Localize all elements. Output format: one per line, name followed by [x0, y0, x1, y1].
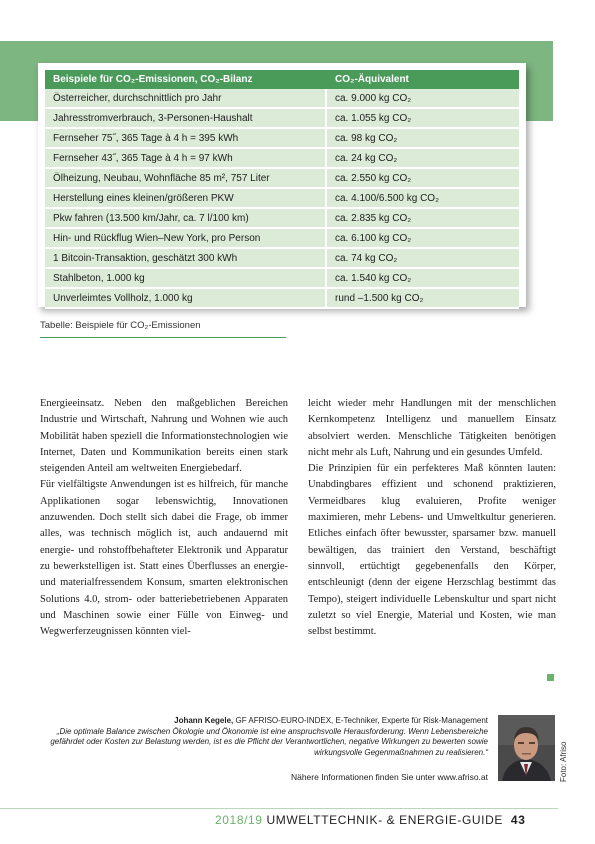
table-cell-item: Österreicher, durchschnittlich pro Jahr — [45, 89, 327, 109]
footer-title: UMWELTTECHNIK- & ENERGIE-GUIDE — [266, 813, 503, 827]
table-row — [45, 189, 519, 209]
footer-divider — [0, 808, 558, 809]
table-cell-value: ca. 1.055 kg CO₂ — [327, 109, 519, 129]
table-header-item: Beispiele für CO₂-Emissionen, CO₂-Bilanz — [45, 70, 327, 89]
author-line — [40, 716, 488, 727]
table-row — [45, 89, 519, 109]
table-cell-item: Jahresstromverbrauch, 3-Personen-Haushalt — [45, 109, 327, 129]
table-row — [45, 149, 519, 169]
table-cell-item: Fernseher 43˝, 365 Tage à 4 h = 97 kWh — [45, 149, 327, 169]
table-row — [45, 209, 519, 229]
author-photo — [498, 715, 555, 781]
co2-table — [45, 70, 519, 309]
table-row — [45, 109, 519, 129]
table-cell-item: Ölheizung, Neubau, Wohnfläche 85 m², 757 Liter — [45, 169, 327, 189]
table-row — [45, 249, 519, 269]
table-cell-item: Fernseher 75˝, 365 Tage à 4 h = 395 kWh — [45, 129, 327, 149]
table-row — [45, 269, 519, 289]
article-paragraph: Für vielfältigste Anwendungen ist es hilfreich, für manche Applikationen sogar lebenswichtig, Innovationen anzuwenden. Doch stellt sich dabei die Frage, ob immer alles, was technisch möglich ist, auch andauernd mit energie- und rohstoffbehafteter Elektronik und Apparatur zu bewerkstelligen ist. Statt eines Überflusses an energie- und materialfressendem Konsum, smarten elektronischen Solutions 4.0, strom- oder batteriebetriebenen Apparaten und Maschinen sowie einer Fülle von Einweg- und Wegwerferzeugnissen könnten viel- — [40, 479, 288, 638]
table-header-value: CO₂-Äquivalent — [327, 70, 519, 89]
table-cell-item: Unverleimtes Vollholz, 1.000 kg — [45, 289, 327, 309]
table-header-row — [45, 70, 519, 89]
more-info-link[interactable]: Nähere Informationen finden Sie unter www.afriso.at — [290, 772, 488, 782]
table-caption: Tabelle: Beispiele für CO₂-Emissionen — [40, 320, 286, 338]
table-cell-item: Pkw fahren (13.500 km/Jahr, ca. 7 l/100 km) — [45, 209, 327, 229]
table-cell-item: Herstellung eines kleinen/größeren PKW — [45, 189, 327, 209]
table-cell-item: Stahlbeton, 1.000 kg — [45, 269, 327, 289]
table-cell-value: rund –1.500 kg CO₂ — [327, 289, 519, 309]
table-cell-value: ca. 1.540 kg CO₂ — [327, 269, 519, 289]
page-number: 43 — [510, 813, 526, 827]
table-cell-value: ca. 9.000 kg CO₂ — [327, 89, 519, 109]
table-cell-value: ca. 2.835 kg CO₂ — [327, 209, 519, 229]
table-cell-item: Hin- und Rückflug Wien–New York, pro Person — [45, 229, 327, 249]
table-row — [45, 129, 519, 149]
table-row — [45, 289, 519, 309]
article-column-left — [40, 396, 288, 640]
footer-year: 2018/19 — [215, 813, 263, 827]
page-footer — [215, 813, 525, 827]
author-quote: „Die optimale Balance zwischen Ökologie und Ökonomie ist eine anspruchsvolle Herausforderung. Wenn Lebensbereiche gefährdet oder Kosten zur Belastung werden, ist es die Pflicht der Verantwortlichen, negative Wirkungen zu bewerten sowie wirkungsvolle Gegenmaßnahmen zu realisieren.“ — [50, 726, 488, 757]
table-row — [45, 229, 519, 249]
article-paragraph: leicht wieder mehr Handlungen mit der menschlichen Kernkompetenz Intelligenz und manuellem Einsatz absolviert werden. Menschliche Tätigkeiten benötigen nicht mehr als Luft, Nahrung und ein gesundes Umfeld. — [308, 398, 556, 458]
table-cell-value: ca. 98 kg CO₂ — [327, 129, 519, 149]
article-paragraph: Die Prinzipien für ein perfekteres Maß könnten lauten: Unabdingbares effizient und schonend praktizieren, Vermeidbares klug evaluieren, Profite weniger maximieren, mehr Lebens- und Umweltkultur generieren. Etliches einfach öfter bewusster, sparsamer bzw. manuell bewältigen, das trainiert den Verstand, beschäftigt sinnvoll, ertüchtigt gegebenenfalls den Körper, entschleunigt (denn der eigene Herzschlag bestimmt das Tempo), steigert individuelle Lebenskultur und spart nicht zuletzt so viel Energie, Material und Kosten, wie man selbst bestimmt. — [308, 463, 556, 638]
photo-credit: Foto: Afriso — [559, 741, 568, 782]
table-cell-value: ca. 74 kg CO₂ — [327, 249, 519, 269]
author-role: GF AFRISO-EURO-INDEX, E-Techniker, Experte für Risk-Management — [235, 716, 488, 725]
table-cell-value: ca. 4.100/6.500 kg CO₂ — [327, 189, 519, 209]
co2-table-card — [38, 63, 526, 307]
portrait-image — [498, 715, 555, 781]
table-cell-value: ca. 6.100 kg CO₂ — [327, 229, 519, 249]
table-cell-value: ca. 24 kg CO₂ — [327, 149, 519, 169]
article-end-mark — [547, 674, 554, 681]
article-column-right — [308, 396, 556, 640]
table-row — [45, 169, 519, 189]
author-box — [40, 716, 488, 758]
author-name: Johann Kegele, — [174, 716, 234, 725]
table-cell-item: 1 Bitcoin-Transaktion, geschätzt 300 kWh — [45, 249, 327, 269]
article-paragraph: Energieeinsatz. Neben den maßgeblichen Bereichen Industrie und Wirtschaft, Nahrung und Wohnen wie auch Mobilität haben speziell die Informationstechnologien wie Internet, Daten und Kommunikation bereits einen stark steigenden Anteil am weltweiten Energiebedarf. — [40, 398, 288, 475]
table-cell-value: ca. 2.550 kg CO₂ — [327, 169, 519, 189]
